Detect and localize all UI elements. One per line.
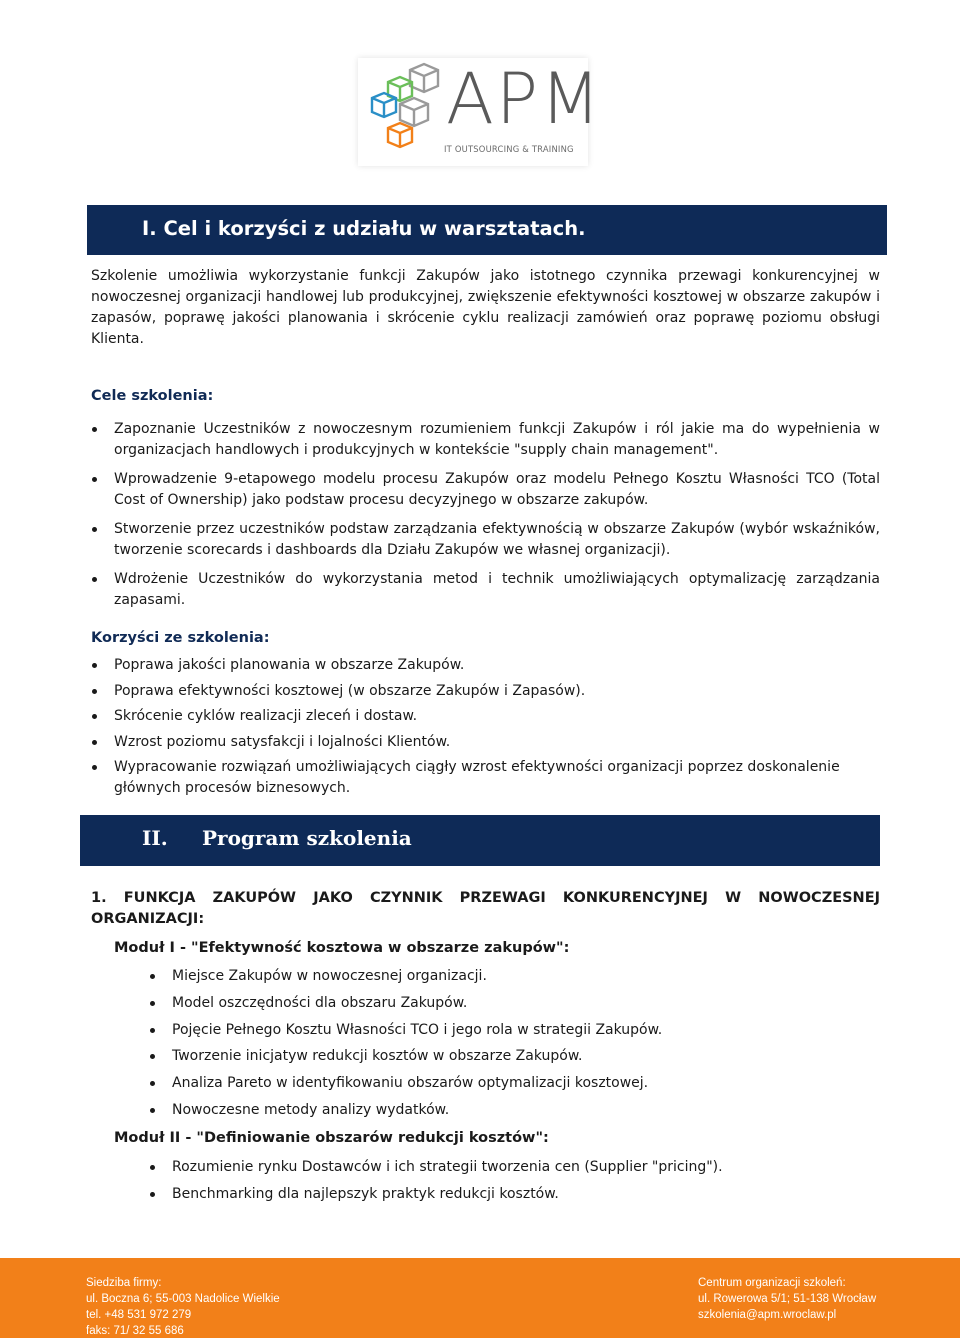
footer-hq-address: ul. Boczna 6; 55-003 Nadolice Wielkie [86,1293,280,1305]
section-2-title: Program szkolenia [202,826,412,850]
intro-paragraph: Szkolenie umożliwia wykorzystanie funkcji Zakupów jako istotnego czynnika przewagi konkurencyjnej w nowoczesnej organizacji handlowej lub produkcyjnej, zwiększenie efektywności kosztowej w obszarze zakupów i zapasów, poprawę jakości planowania i skrócenie cyklu realizacji zamówień oraz poprawę poziomu obsługi Klienta. [91,268,880,347]
section-2-title-band [80,815,880,866]
footer-training-center [698,1275,876,1323]
list-item: Model oszczędności dla obszaru Zakupów. [172,993,467,1014]
module-2-heading: Moduł II - "Definiowanie obszarów redukcji kosztów": [114,1130,549,1146]
list-item: Zapoznanie Uczestników z nowoczesnym rozumieniem funkcji Zakupów i ról jakie ma do wypełnienia w organizacjach handlowych i produkcyjnych w kontekście "supply chain management". [114,419,880,460]
list-item: Poprawa efektywności kosztowej (w obszarze Zakupów i Zapasów). [114,681,880,702]
section-1-title-band [87,205,887,255]
footer-headquarters [86,1275,280,1339]
footer-center-email[interactable]: szkolenia@apm.wroclaw.pl [698,1309,837,1321]
list-item: Tworzenie inicjatyw redukcji kosztów w obszarze Zakupów. [172,1046,582,1067]
section-1-title: I. Cel i korzyści z udziału w warsztatach. [142,217,586,240]
footer-hq-fax: faks: 71/ 32 55 686 [86,1325,184,1337]
benefits-heading: Korzyści ze szkolenia: [91,630,270,646]
cubes-logo-icon [366,62,446,162]
page-footer [0,1258,960,1338]
logo-wordmark: APM [446,58,603,140]
list-item: Wypracowanie rozwiązań umożliwiających ciągły wzrost efektywności organizacji poprzez doskonalenie głównych procesów biznesowych. [114,757,880,798]
list-item: Pojęcie Pełnego Kosztu Własności TCO i jego rola w strategii Zakupów. [172,1020,662,1041]
footer-hq-phone: tel. +48 531 972 279 [86,1309,192,1321]
list-item: Benchmarking dla najlepszyk praktyk redukcji kosztów. [172,1184,559,1205]
list-item: Rozumienie rynku Dostawców i ich strategii tworzenia cen (Supplier "pricing"). [172,1157,723,1178]
list-item: Nowoczesne metody analizy wydatków. [172,1100,449,1121]
list-item: Skrócenie cyklów realizacji zleceń i dostaw. [114,706,880,727]
list-item: Wprowadzenie 9-etapowego modelu procesu Zakupów oraz modelu Pełnego Kosztu Własności TCO (Total Cost of Ownership) jako podstaw procesu decyzyjnego w obszarze zakupów. [114,469,880,510]
list-item: Poprawa jakości planowania w obszarze Zakupów. [114,655,880,676]
list-item: Stworzenie przez uczestników podstaw zarządzania efektywnością w obszarze Zakupów (wybór wskaźników, tworzenie scorecards i dashboards dla Działu Zakupów we własnej organizacji). [114,519,880,560]
list-item: Wdrożenie Uczestników do wykorzystania metod i technik umożliwiających optymalizację zarządzania zapasami. [114,569,880,610]
list-item: Analiza Pareto w identyfikowaniu obszarów optymalizacji kosztowej. [172,1073,648,1094]
company-logo [358,58,603,166]
footer-hq-label: Siedziba firmy: [86,1277,162,1289]
footer-center-address: ul. Rowerowa 5/1; 51-138 Wrocław [698,1293,877,1305]
goals-heading: Cele szkolenia: [91,388,214,404]
footer-center-label: Centrum organizacji szkoleń: [698,1277,846,1289]
list-item: Miejsce Zakupów w nowoczesnej organizacji. [172,966,487,987]
list-item: Wzrost poziomu satysfakcji i lojalności Klientów. [114,732,880,753]
section-2-number: II. [142,826,168,850]
topic-1-heading: 1. FUNKCJA ZAKUPÓW JAKO CZYNNIK PRZEWAGI KONKURENCYJNEJ W NOWOCZESNEJ ORGANIZACJI: [91,890,880,927]
module-1-heading: Moduł I - "Efektywność kosztowa w obszarze zakupów": [114,940,570,956]
logo-tagline: IT OUTSOURCING & TRAINING [444,144,574,154]
